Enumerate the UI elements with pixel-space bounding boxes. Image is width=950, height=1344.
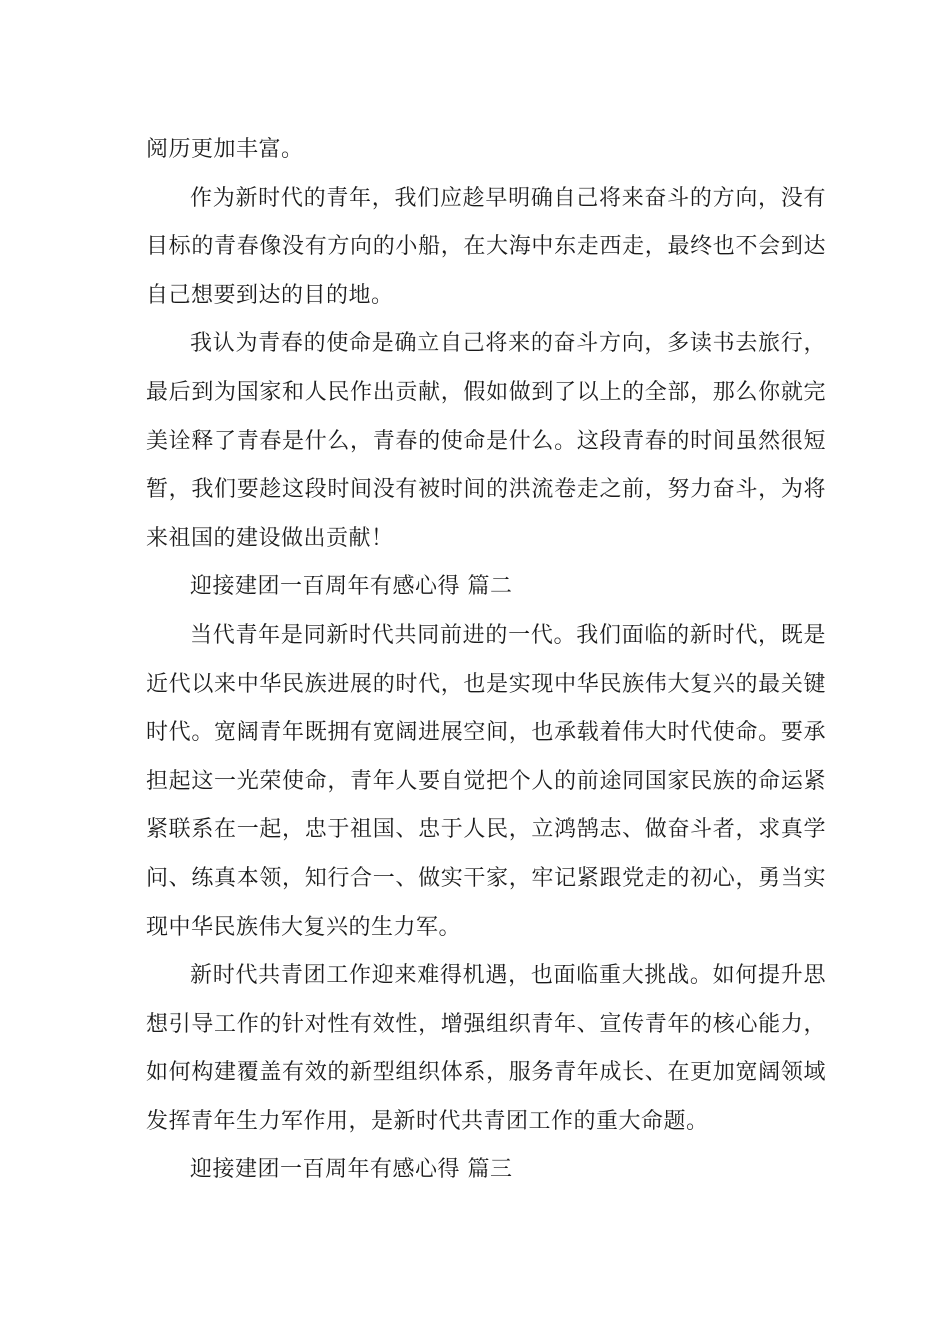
paragraph-contemporary-youth: 当代青年是同新时代共同前进的一代。我们面临的新时代，既是近代以来中华民族进展的时代，也是实现中华民族伟大复兴的最关键时代。宽阔青年既拥有宽阔进展空间，也承载着伟大时代使命。要承担起这一光荣使命，青年人要自觉把个人的前途同国家民族的命运紧紧联系在一起，忠于祖国、忠于人民，立鸿鹄志、做奋斗者，求真学问、练真本领，知行合一、做实干家，牢记紧跟党走的初心，勇当实现中华民族伟大复兴的生力军。 [146, 622, 826, 940]
paragraph-league-work: 新时代共青团工作迎来难得机遇，也面临重大挑战。如何提升思想引导工作的针对性有效性，增强组织青年、宣传青年的核心能力，如何构建覆盖有效的新型组织体系，服务青年成长、在更加宽阔领域发挥青年生力军作用，是新时代共青团工作的重大命题。 [146, 963, 826, 1134]
paragraph-continuation: 阅历更加丰富。 [146, 137, 304, 162]
paragraph-new-era-youth: 作为新时代的青年，我们应趁早明确自己将来奋斗的方向，没有目标的青春像没有方向的小船，在大海中东走西走，最终也不会到达自己想要到达的目的地。 [146, 185, 826, 308]
section-heading-part-two: 迎接建团一百周年有感心得 篇二 [190, 574, 513, 600]
document-body [146, 126, 826, 1195]
paragraph-youth-mission: 我认为青春的使命是确立自己将来的奋斗方向，多读书去旅行，最后到为国家和人民作出贡献，假如做到了以上的全部，那么你就完美诠释了青春是什么，青春的使命是什么。这段青春的时间虽然很短暂，我们要趁这段时间没有被时间的洪流卷走之前，努力奋斗，为将来祖国的建设做出贡献！ [146, 331, 826, 551]
section-heading-part-three: 迎接建团一百周年有感心得 篇三 [190, 1157, 513, 1183]
